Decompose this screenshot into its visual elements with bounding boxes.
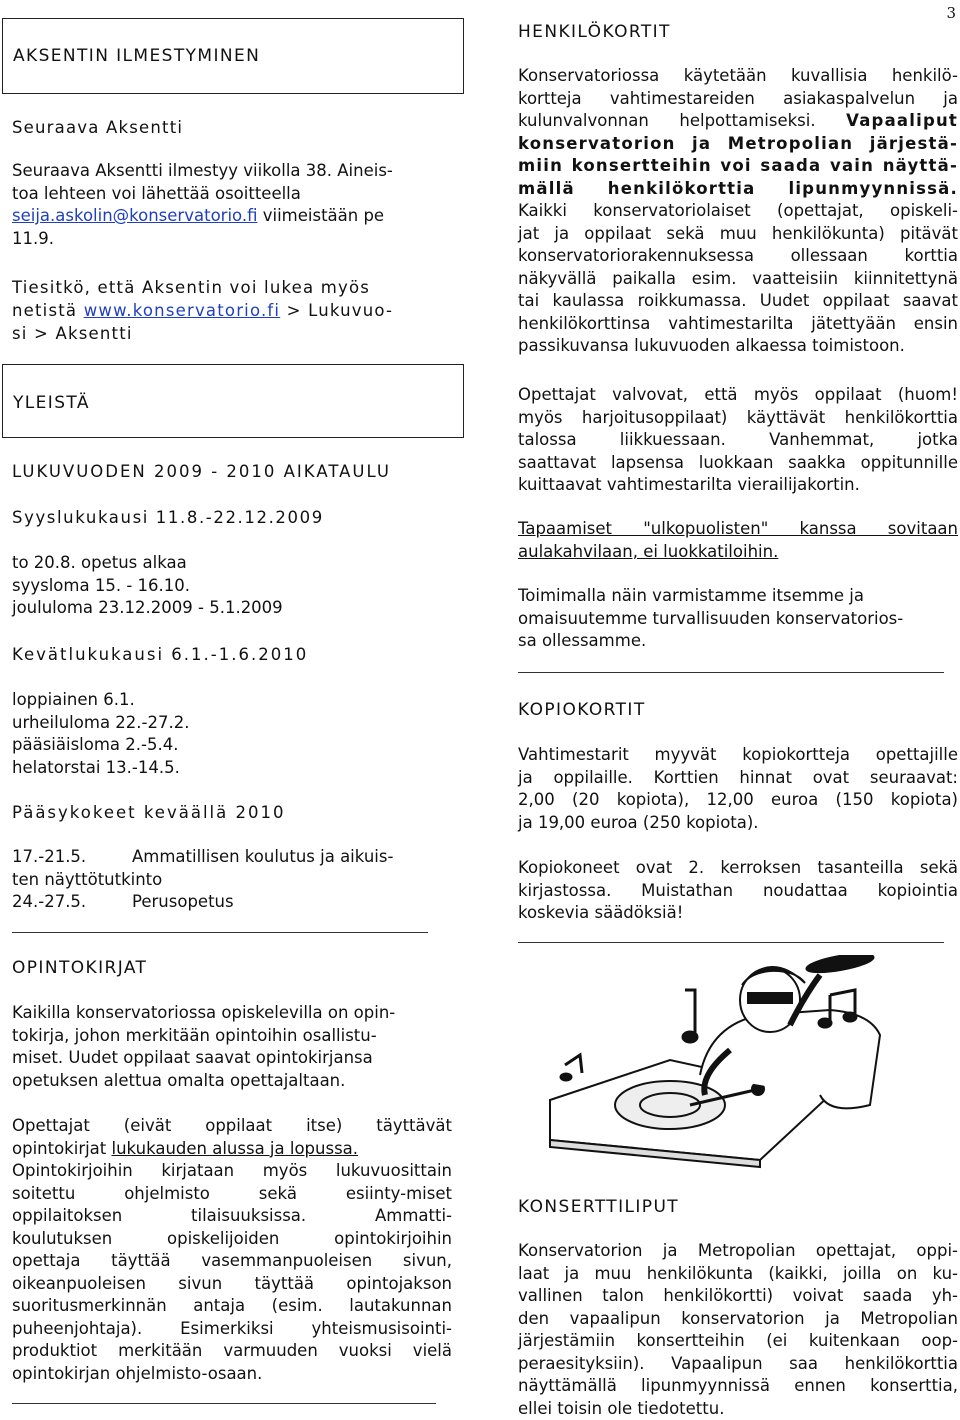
- hk-line: passikuvansa lukuvuoden alkaessa toimistoon.: [518, 335, 958, 358]
- paasy-title: Pääsykokeet keväällä 2010: [12, 802, 285, 825]
- kk-line: Kopiokoneet ovat 2. kerroksen tasanteilla sekä: [518, 857, 958, 880]
- syys-item: joululoma 23.12.2009 - 5.1.2009: [12, 597, 283, 620]
- seuraava-line: [12, 205, 452, 228]
- kk-line: ja oppilaille. Korttien hinnat ovat seuraavat:: [518, 767, 958, 790]
- kl-line: peraesityksiin). Vapaalipun saa henkilökorttia: [518, 1353, 958, 1376]
- syys-title: Syyslukukausi 11.8.-22.12.2009: [12, 507, 324, 530]
- kopiokortit-paragraph-1: [518, 744, 958, 834]
- opintokirjat-header: OPINTOKIRJAT: [12, 957, 147, 980]
- opinto-prefix: opintokirjat: [12, 1139, 112, 1158]
- hk-line: myös harjoitusoppilaat) käyttävät henkilökorttia: [518, 407, 958, 430]
- konserttiliput-header: KONSERTTILIPUT: [518, 1196, 679, 1219]
- kk-line: 2,00 (20 kopiota), 12,00 euroa (150 kopiota): [518, 789, 958, 812]
- opinto-line: puheenjohtaja). Esimerkiksi yhteismusisointi-: [12, 1318, 452, 1341]
- hk-line: omaisuutemme turvallisuuden konservatorios-: [518, 608, 958, 631]
- aksentti-header-box: [2, 18, 464, 94]
- tiesitko-line: Tiesitkö, että Aksentin voi lukea myös: [12, 276, 457, 299]
- syys-item: syysloma 15. - 16.10.: [12, 575, 283, 598]
- yleista-header: YLEISTÄ: [13, 392, 90, 415]
- opinto-paragraph-1: [12, 1002, 452, 1092]
- hk-line: konservatoriorakennuksessa ollessaan korttia: [518, 245, 958, 268]
- hk-line-bold: Vapaaliput: [846, 111, 958, 130]
- paasy-line: ten näyttötutkinto: [12, 869, 452, 892]
- hk-line: näkyvällä paikalla esim. vaatteisiin kiinnitettynä: [518, 268, 958, 291]
- kl-line: järjestämiin konsertteihin (ei kuitenkaan oop-: [518, 1330, 958, 1353]
- opinto-line: produktiot merkitään varmuuden vuoksi vielä: [12, 1340, 452, 1363]
- tiesitko-suffix: > Lukuvuo-: [280, 301, 393, 320]
- opinto-line: miset. Uudet oppilaat saavat opintokirjansa: [12, 1047, 452, 1070]
- opinto-line: oppilaitoksen tilaisuuksissa. Ammatti-: [12, 1205, 452, 1228]
- kl-line: vallinen talon henkilökortti) voivat saada yh-: [518, 1285, 958, 1308]
- opinto-line: koulutuksen opiskelijoiden opintokirjoihin: [12, 1228, 452, 1251]
- tiesitko-line: si > Aksentti: [12, 322, 457, 345]
- tiesitko-line: [12, 299, 457, 322]
- kl-line: näyttämällä lipunmyynnissä ennen konserttia,: [518, 1375, 958, 1398]
- opinto-line: opintokirjan ohjelmisto-osaan.: [12, 1363, 452, 1386]
- opinto-line: Opettajat (eivät oppilaat itse) täyttävät: [12, 1115, 452, 1138]
- seuraava-line: 11.9.: [12, 228, 452, 251]
- seuraava-line: toa lehteen voi lähettää osoitteella: [12, 183, 452, 206]
- divider: [12, 1403, 436, 1404]
- henkilokortit-paragraph-2: [518, 384, 958, 497]
- hk-line: saattavat lapsensa luokkaan saakka oppitunnille: [518, 452, 958, 475]
- opinto-line: [12, 1138, 452, 1161]
- aksentti-header: AKSENTIN ILMESTYMINEN: [13, 45, 260, 68]
- kevat-title: Kevätlukukausi 6.1.-1.6.2010: [12, 644, 308, 667]
- hk-line: Tapaamiset "ulkopuolisten" kanssa sovitaan: [518, 518, 958, 541]
- kl-line: laat ja muu henkilökunta (kaikki, joilla on ku-: [518, 1263, 958, 1286]
- hk-line: Kaikki konservatoriolaiset (opettajat, opiskeli-: [518, 200, 958, 223]
- opinto-line: suoritusmerkinnän antaja (esim. lautakunnan: [12, 1295, 452, 1318]
- henkilokortit-paragraph-1: [518, 65, 958, 358]
- dj-turntable-illustration: [530, 955, 950, 1170]
- opinto-line: oikeanpuoleisen sivun täyttää opintojakson: [12, 1273, 452, 1296]
- kl-line: den vapaalipun konservatorion ja Metropolian: [518, 1308, 958, 1331]
- hk-line-bold: konservatorion ja Metropolian järjestä-: [518, 133, 958, 156]
- seuraava-title: Seuraava Aksentti: [12, 117, 183, 140]
- page-number: 3: [946, 2, 956, 25]
- henkilokortit-header: HENKILÖKORTIT: [518, 21, 671, 44]
- kl-line: Konservatorion ja Metropolian opettajat, oppi-: [518, 1240, 958, 1263]
- aikataulu-title: LUKUVUODEN 2009 - 2010 AIKATAULU: [12, 461, 391, 484]
- kopiokortit-paragraph-2: [518, 857, 958, 925]
- divider: [12, 932, 428, 933]
- hk-line: jat ja oppilaat sekä muu henkilökunta) pitävät: [518, 223, 958, 246]
- paasy-date: 24.-27.5.: [12, 891, 132, 914]
- opinto-line: soitettu ohjelmisto sekä esiinty-miset: [12, 1183, 452, 1206]
- opinto-underlined: lukukauden alussa ja lopussa.: [112, 1139, 359, 1158]
- hk-line: Toimimalla näin varmistamme itsemme ja: [518, 585, 958, 608]
- hk-line: [518, 110, 958, 133]
- paasy-list: [12, 846, 452, 914]
- hk-line-bold: mällä henkilökorttia lipunmyynnissä.: [518, 178, 958, 201]
- opinto-paragraph-2: [12, 1115, 452, 1385]
- hk-line: sa ollessamme.: [518, 630, 958, 653]
- seuraava-text: [12, 160, 452, 250]
- kk-line: koskevia säädöksiä!: [518, 902, 958, 925]
- tiesitko-text: [12, 276, 457, 345]
- kevat-item: loppiainen 6.1.: [12, 689, 189, 712]
- kevat-item: urheiluloma 22.-27.2.: [12, 712, 189, 735]
- paasy-desc: Ammatillisen koulutus ja aikuis-: [132, 847, 393, 866]
- hk-line: henkilökorttinsa vahtimestarilta jätettyään ensin: [518, 313, 958, 336]
- seuraava-line: Seuraava Aksentti ilmestyy viikolla 38. Aineis-: [12, 160, 452, 183]
- hk-line: kuittaavat vahtimestarilta vierailijakortin.: [518, 474, 958, 497]
- kevat-item: pääsiäisloma 2.-5.4.: [12, 734, 189, 757]
- kevat-list: [12, 689, 189, 779]
- hk-line: tai kaulassa roikkumassa. Uudet oppilaat saavat: [518, 290, 958, 313]
- opinto-line: Opintokirjoihin kirjataan myös lukuvuosittain: [12, 1160, 452, 1183]
- opinto-line: tokirja, johon merkitään opintoihin osallistu-: [12, 1025, 452, 1048]
- divider: [518, 942, 944, 943]
- konserttiliput-paragraph: [518, 1240, 958, 1420]
- kk-line: kirjastossa. Muistathan noudattaa kopiointia: [518, 880, 958, 903]
- seuraava-line-rest: viimeistään pe: [257, 206, 384, 225]
- yleista-header-box: [2, 364, 464, 438]
- henkilokortit-paragraph-3: [518, 518, 958, 563]
- tiesitko-prefix: netistä: [12, 301, 84, 320]
- opinto-line: opetuksen alettua omalta opettajaltaan.: [12, 1070, 452, 1093]
- kk-line: ja 19,00 euroa (250 kopiota).: [518, 812, 958, 835]
- kl-line: ellei toisin ole tiedotettu.: [518, 1398, 958, 1420]
- hk-line: talossa liikkuessaan. Vanhemmat, jotka: [518, 429, 958, 452]
- hk-line: aulakahvilaan, ei luokkatiloihin.: [518, 541, 778, 564]
- paasy-line: [12, 846, 452, 869]
- hk-line: kortteja vahtimestareiden asiakaspalvelun ja: [518, 88, 958, 111]
- syys-item: to 20.8. opetus alkaa: [12, 552, 283, 575]
- paasy-desc: Perusopetus: [132, 892, 234, 911]
- kevat-item: helatorstai 13.-14.5.: [12, 757, 189, 780]
- website-link[interactable]: www.konservatorio.fi: [84, 301, 281, 320]
- henkilokortit-paragraph-4: [518, 585, 958, 653]
- opinto-line: opettaja täyttää vasemmanpuoleisen sivun,: [12, 1250, 452, 1273]
- opinto-line: Kaikilla konservatoriossa opiskelevilla on opin-: [12, 1002, 452, 1025]
- paasy-date: 17.-21.5.: [12, 846, 132, 869]
- hk-line: Konservatoriossa käytetään kuvallisia henkilö-: [518, 65, 958, 88]
- divider: [518, 672, 944, 673]
- kopiokortit-header: KOPIOKORTIT: [518, 699, 646, 722]
- hk-line-normal: kulunvalvonnan helpottamiseksi.: [518, 111, 846, 130]
- hk-line-bold: miin konsertteihin voi saada vain näyttä-: [518, 155, 958, 178]
- email-link[interactable]: seija.askolin@konservatorio.fi: [12, 206, 257, 225]
- kk-line: Vahtimestarit myyvät kopiokortteja opettajille: [518, 744, 958, 767]
- syys-list: [12, 552, 283, 620]
- hk-line: Opettajat valvovat, että myös oppilaat (huom!: [518, 384, 958, 407]
- paasy-line: [12, 891, 452, 914]
